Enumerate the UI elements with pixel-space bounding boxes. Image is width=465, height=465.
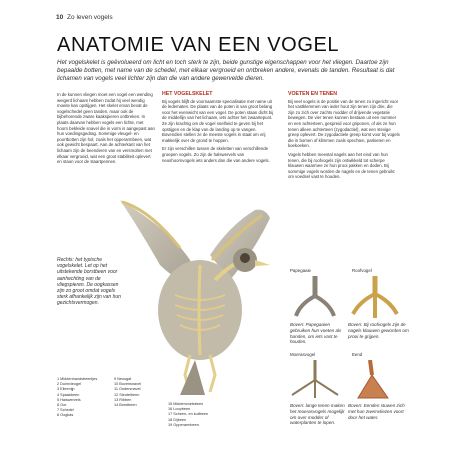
foot-title-duck: Eend (352, 352, 363, 357)
wader-foot-illustration (290, 360, 340, 400)
skeleton-label: 12 Sleutelbeen (114, 392, 140, 397)
skeleton-label: 1 Middenhandsbeentjes (57, 377, 98, 381)
skeleton-label: 6 Oor (57, 403, 67, 408)
skeleton-label: 19 Opperarmbeen (168, 422, 199, 427)
column-1-paragraph: In de kunnen vliegen moet een vogel een wending weigerd lichaam hebben zodat hij veel wendig moeite kan opstijgen. Het skelet ervan bevat de vogelschedel geen tanden, maar ook de bijbehorende zware kaakspieren ontbreken. In plaats daarvan hebben vogels een lichte, met hoorn bekleide snavel die in vorm is aangepast aan hun voedingsgedrag. Sommige vleugel- en poortbotten zijn hol, zoals het opperarmbeen, wat ook gewicht bespaart. Aan de achterkant van het lichaam zijn de beenderen van en versmolten met elkaar vergroeid, wat een groot stabiliteit oplevert en staun voor de staartpennen. (57, 92, 155, 165)
foot-title-wader: Moerasvogel (290, 352, 316, 357)
column-3-paragraph: Vogels hebben meestal nagels aan het eind van hun tenen, die bij roofvogels zijn ontwikkeld tot scherpe klauwen waarmee ze hun prooi pakken en doden. Bij sommige vogels worden de nagels en de tenen gebruikt om voedsel vast te houden. (288, 151, 395, 180)
skeleton-label: 18 Dijbeen (168, 417, 187, 422)
skeleton-label: 14 Borstbeen (114, 403, 137, 408)
skeleton-label: 13 Ribben (114, 397, 132, 402)
skeleton-label: 5 Halswervels (57, 397, 81, 402)
column-1 (57, 92, 155, 168)
skeleton-label: 7 Schedel (57, 408, 74, 413)
raptor-foot-illustration (345, 276, 405, 321)
skeleton-label: 9 Neusgat (114, 377, 132, 381)
foot-title-raptor: Roofvogel (352, 268, 372, 273)
skeleton-label: 17 Scheen- en kuitbeen (168, 412, 209, 417)
column-2-paragraph: Bij vogels blijft de voornaamste specialisatie met name uit de ledematen. De plaats van de poten is van groot belang voor het evenwicht van een vogel. De poten staan dicht bij de middellijn van het lichaam, iets achter het zwaartepunt. Ze zijn krachtig om de vogel snelheid te geven bij het opstijgen en de klap van de landing op te vangen. Bovendien stellen ze de meeste vogels in staat om vrij makkelijk over de grond te hoppen. (162, 98, 274, 143)
skeleton-label: 8 Oogkas (57, 413, 74, 418)
foot-caption-parrot: Boven: Papegaaien gebruiken hun voeten als handen, om iets vast te houden. (290, 322, 342, 345)
skeleton-label: 15 Middenvoetsbeen (168, 402, 204, 406)
intro-text: Het vogelskelet is geëvolueerd om licht en toch sterk te zijn, beide gunstige eigenschappen voor het vliegen. Daartoe zijn bepaalde botten, met name van de schedel, met elkaar vergroeid en ontbreken andere, evenals de tanden. Resultaat is dat lichamen van vogels veel lichter zijn dan die van andere gewervelde dieren. (57, 59, 395, 82)
column-2-paragraph: Er zijn verschillen tussen de skeletten van verschillende groepen vogels. Zo zijn de halswervels van neushoornvogels iets anders dan die van andere vogels. (162, 146, 270, 163)
skeleton-label-list (57, 377, 167, 419)
foot-caption-duck: Boven: Eenden stuwen zich met hun zwemvliezen voort door het water. (348, 403, 405, 420)
skeleton-label: 11 Ondersnavel (114, 387, 141, 392)
page-number: 10 (56, 14, 64, 21)
skeleton-label: 4 Spaakbeen (57, 392, 80, 397)
skeleton-caption: Rechts: het typische vogelskelet. Let op het uitstekende borstbeen voor aanhechting van de vliegspieren. De oogkassen zijn zo groot omdat vogels sterk afhankelijk zijn van hun gezichtsvermogen. (57, 257, 121, 307)
skeleton-label-list-2 (168, 402, 278, 428)
foot-caption-wader: Boven: lange tenen maken het moerasvogels mogelijk om over modder of waterplanten te lopen. (290, 403, 345, 426)
section-heading-feet: VOETEN EN TENEN (288, 91, 338, 97)
column-3 (288, 92, 400, 183)
duck-foot-illustration (350, 360, 400, 400)
section-name: Zo leven vogels (67, 14, 113, 21)
foot-caption-raptor: Boven: Bij roofvogels zijn de nagels klauwen geworden om prooi te grijpen. (348, 322, 409, 339)
skeleton-label: 3 Elleenijp (57, 387, 75, 392)
foot-title-parrot: Papegaaie (290, 268, 311, 273)
column-2 (162, 92, 274, 166)
skeleton-label: 16 Loopbeen (168, 407, 191, 412)
section-heading-skeleton: HET VOGELSKELET (162, 91, 213, 97)
parrot-foot-illustration (290, 276, 340, 321)
page-title: ANATOMIE VAN EEN VOGEL (57, 34, 340, 56)
skeleton-label: 10 Bovensnavel (114, 382, 142, 387)
skeleton-label: 2 Duimvleugel (57, 382, 82, 387)
page-header (56, 14, 113, 21)
column-3-paragraph: Bij veel vogels is de positie van de tenen zo ingericht voor het vastklemmen van ieder hout zijn tenen zijn drie, die zijn zo zich over zachts modder of drijvende vegetatie bewegen. De vier tenen kunnen bestaan uit een nummer en een achterteen, gespreid voor griponen, of als ze hun tenen alleen achterteen (zygodactiel), wat een stevige greep oplevert. De zygodactiele greep komt voor bij vogels die in bomen of klimmen zoals spechten, parkieten en koekoeken. (288, 98, 400, 149)
